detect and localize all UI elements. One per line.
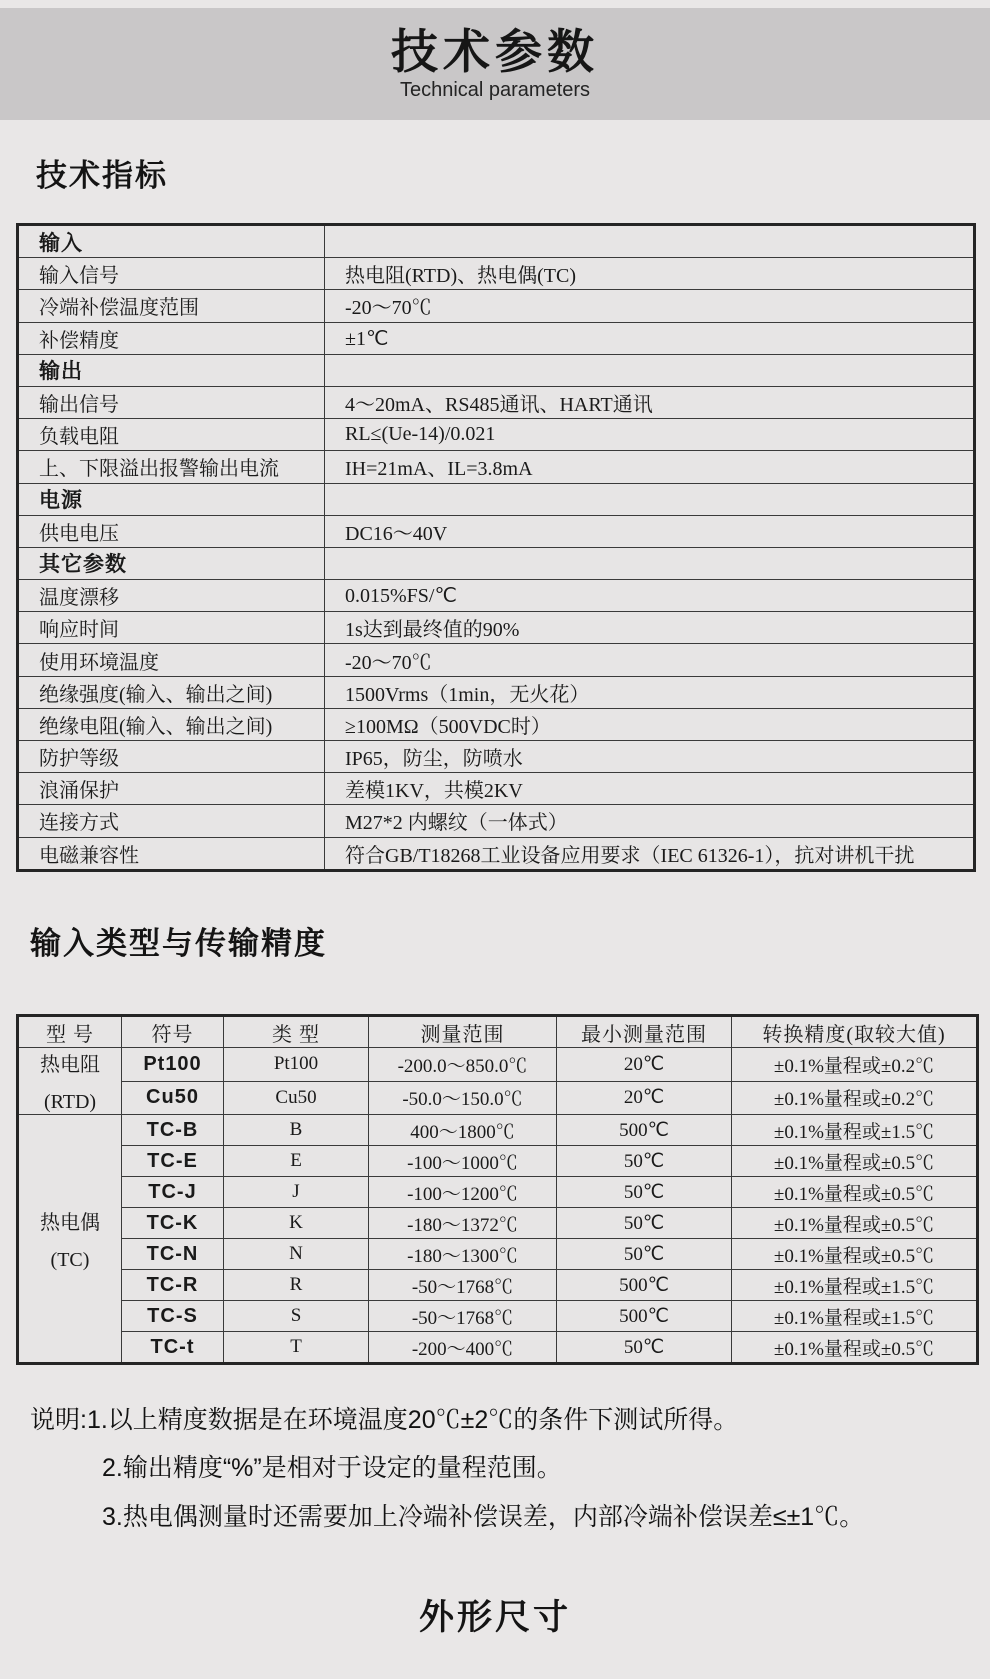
spec-value: 1500Vrms（1min，无火花） bbox=[325, 676, 975, 708]
note-line-1 bbox=[30, 1405, 960, 1436]
cell-min-range: 500℃ bbox=[557, 1270, 732, 1301]
spec-row bbox=[18, 322, 975, 354]
spec-value: RL≤(Ue-14)/0.021 bbox=[325, 419, 975, 451]
cell-range: -50～1768℃ bbox=[369, 1301, 557, 1332]
note-text-1: 1.以上精度数据是在环境温度20℃±2℃的条件下测试所得。 bbox=[86, 1406, 739, 1434]
spec-value: 符合GB/T18268工业设备应用要求（IEC 61326-1），抗对讲机干扰 bbox=[325, 837, 975, 870]
spec-row bbox=[18, 708, 975, 740]
col-header-symbol: 符号 bbox=[122, 1016, 224, 1048]
spec-row bbox=[18, 515, 975, 547]
section-title-dimensions: 外形尺寸 bbox=[418, 1598, 571, 1637]
spec-value bbox=[325, 354, 975, 386]
cell-min-range: 500℃ bbox=[557, 1115, 732, 1146]
spec-row bbox=[18, 386, 975, 418]
col-header-model: 型 号 bbox=[18, 1016, 122, 1048]
spec-row bbox=[18, 805, 975, 837]
spec-value: 4～20mA、RS485通讯、HART通讯 bbox=[325, 386, 975, 418]
spec-label: 防护等级 bbox=[18, 741, 325, 773]
note-prefix: 说明: bbox=[30, 1406, 87, 1434]
col-header-range: 测量范围 bbox=[369, 1016, 557, 1048]
type-row bbox=[18, 1332, 978, 1364]
cell-min-range: 50℃ bbox=[557, 1208, 732, 1239]
group-label-rtd bbox=[18, 1048, 122, 1115]
group-label-tc bbox=[18, 1115, 122, 1364]
spec-label: 响应时间 bbox=[18, 612, 325, 644]
cell-accuracy: ±0.1%量程或±0.5℃ bbox=[732, 1239, 978, 1270]
group-label-main: 热电阻 bbox=[40, 1054, 100, 1076]
spec-row bbox=[18, 741, 975, 773]
cell-accuracy: ±0.1%量程或±0.5℃ bbox=[732, 1177, 978, 1208]
spec-label: 绝缘强度(输入、输出之间) bbox=[18, 676, 325, 708]
spec-value: -20～70℃ bbox=[325, 290, 975, 322]
cell-symbol: TC-K bbox=[122, 1208, 224, 1239]
page-subtitle: Technical parameters bbox=[399, 79, 591, 102]
section-title-spec: 技术指标 bbox=[36, 158, 168, 193]
spec-value: IH=21mA、IL=3.8mA bbox=[325, 451, 975, 483]
note-line-3 bbox=[30, 1502, 960, 1533]
spec-value: 0.015%FS/℃ bbox=[325, 580, 975, 612]
spec-value: DC16～40V bbox=[325, 515, 975, 547]
cell-min-range: 50℃ bbox=[557, 1332, 732, 1364]
cell-symbol: Pt100 bbox=[122, 1048, 224, 1082]
cell-symbol: TC-t bbox=[122, 1332, 224, 1364]
type-row bbox=[18, 1081, 978, 1115]
cell-min-range: 50℃ bbox=[557, 1177, 732, 1208]
spec-value: M27*2 内螺纹（一体式） bbox=[325, 805, 975, 837]
cell-range: -50～1768℃ bbox=[369, 1270, 557, 1301]
spec-row bbox=[18, 419, 975, 451]
group-label-main: 热电偶 bbox=[40, 1211, 100, 1234]
spec-value bbox=[325, 225, 975, 258]
cell-accuracy: ±0.1%量程或±0.2℃ bbox=[732, 1048, 978, 1082]
spec-row bbox=[18, 644, 975, 676]
cell-symbol: Cu50 bbox=[122, 1081, 224, 1115]
spec-value bbox=[325, 483, 975, 515]
spec-label: 输入 bbox=[18, 225, 325, 258]
spec-label: 补偿精度 bbox=[18, 322, 325, 354]
cell-min-range: 50℃ bbox=[557, 1239, 732, 1270]
cell-type: Cu50 bbox=[224, 1081, 369, 1115]
cell-type: E bbox=[224, 1146, 369, 1177]
page-title: 技术参数 bbox=[391, 24, 599, 78]
cell-type: J bbox=[224, 1177, 369, 1208]
cell-range: -100～1000℃ bbox=[369, 1146, 557, 1177]
spec-label: 上、下限溢出报警输出电流 bbox=[18, 451, 325, 483]
spec-label: 输出信号 bbox=[18, 386, 325, 418]
spec-label: 冷端补偿温度范围 bbox=[18, 290, 325, 322]
cell-range: -100～1200℃ bbox=[369, 1177, 557, 1208]
spec-label: 供电电压 bbox=[18, 515, 325, 547]
cell-accuracy: ±0.1%量程或±0.5℃ bbox=[732, 1332, 978, 1364]
cell-type: K bbox=[224, 1208, 369, 1239]
cell-range: 400～1800℃ bbox=[369, 1115, 557, 1146]
type-row bbox=[18, 1208, 978, 1239]
note-text-3: 3.热电偶测量时还需要加上冷端补偿误差，内部冷端补偿误差≤±1℃。 bbox=[102, 1502, 865, 1531]
cell-symbol: TC-B bbox=[122, 1115, 224, 1146]
cell-range: -200.0～850.0℃ bbox=[369, 1048, 557, 1082]
cell-accuracy: ±0.1%量程或±1.5℃ bbox=[732, 1301, 978, 1332]
spec-value: ≥100MΩ（500VDC时） bbox=[325, 708, 975, 740]
spec-label: 温度漂移 bbox=[18, 580, 325, 612]
spec-label: 绝缘电阻(输入、输出之间) bbox=[18, 708, 325, 740]
spec-value: ±1℃ bbox=[325, 322, 975, 354]
group-label-sub: (RTD) bbox=[43, 1091, 97, 1113]
cell-min-range: 50℃ bbox=[557, 1146, 732, 1177]
cell-type: T bbox=[224, 1332, 369, 1364]
type-row bbox=[18, 1048, 978, 1082]
page-banner bbox=[0, 8, 990, 120]
spec-label: 其它参数 bbox=[18, 547, 325, 579]
type-row bbox=[18, 1146, 978, 1177]
spec-label: 使用环境温度 bbox=[18, 644, 325, 676]
cell-min-range: 500℃ bbox=[557, 1301, 732, 1332]
cell-type: R bbox=[224, 1270, 369, 1301]
spec-row-group-output bbox=[18, 354, 975, 386]
cell-range: -180～1372℃ bbox=[369, 1208, 557, 1239]
note-line-2 bbox=[30, 1453, 960, 1484]
cell-accuracy: ±0.1%量程或±0.5℃ bbox=[732, 1146, 978, 1177]
spec-row bbox=[18, 676, 975, 708]
spec-label: 浪涌保护 bbox=[18, 773, 325, 805]
col-header-accuracy: 转换精度(取较大值) bbox=[732, 1016, 978, 1048]
spec-table bbox=[16, 223, 976, 872]
spec-label: 连接方式 bbox=[18, 805, 325, 837]
cell-range: -50.0～150.0℃ bbox=[369, 1081, 557, 1115]
spec-label: 电源 bbox=[18, 483, 325, 515]
type-table bbox=[16, 1014, 979, 1365]
cell-min-range: 20℃ bbox=[557, 1048, 732, 1082]
spec-value: IP65，防尘，防喷水 bbox=[325, 741, 975, 773]
col-header-type: 类 型 bbox=[224, 1016, 369, 1048]
type-row bbox=[18, 1177, 978, 1208]
group-label-sub: (TC) bbox=[50, 1248, 90, 1271]
spec-value: 热电阻(RTD)、热电偶(TC) bbox=[325, 258, 975, 290]
section-title-input-types: 输入类型与传输精度 bbox=[30, 926, 327, 961]
spec-row bbox=[18, 290, 975, 322]
cell-symbol: TC-N bbox=[122, 1239, 224, 1270]
type-row bbox=[18, 1270, 978, 1301]
cell-range: -180～1300℃ bbox=[369, 1239, 557, 1270]
spec-row bbox=[18, 837, 975, 870]
cell-min-range: 20℃ bbox=[557, 1081, 732, 1115]
spec-row bbox=[18, 580, 975, 612]
notes-block bbox=[30, 1405, 960, 1550]
spec-value: 1s达到最终值的90% bbox=[325, 612, 975, 644]
cell-accuracy: ±0.1%量程或±1.5℃ bbox=[732, 1270, 978, 1301]
type-row bbox=[18, 1239, 978, 1270]
spec-value: 差模1KV，共模2KV bbox=[325, 773, 975, 805]
spec-row-group-input bbox=[18, 225, 975, 258]
cell-accuracy: ±0.1%量程或±1.5℃ bbox=[732, 1115, 978, 1146]
spec-label: 输入信号 bbox=[18, 258, 325, 290]
cell-accuracy: ±0.1%量程或±0.2℃ bbox=[732, 1081, 978, 1115]
cell-range: -200～400℃ bbox=[369, 1332, 557, 1364]
spec-value bbox=[325, 547, 975, 579]
col-header-min-range: 最小测量范围 bbox=[557, 1016, 732, 1048]
spec-label: 负载电阻 bbox=[18, 419, 325, 451]
spec-label: 输出 bbox=[18, 354, 325, 386]
spec-row bbox=[18, 451, 975, 483]
spec-value: -20～70℃ bbox=[325, 644, 975, 676]
note-text-2: 2.输出精度“%”是相对于设定的量程范围。 bbox=[102, 1454, 562, 1483]
cell-type: Pt100 bbox=[224, 1048, 369, 1082]
spec-row bbox=[18, 258, 975, 290]
type-table-header-row bbox=[18, 1016, 978, 1048]
type-row bbox=[18, 1301, 978, 1332]
cell-symbol: TC-J bbox=[122, 1177, 224, 1208]
cell-symbol: TC-E bbox=[122, 1146, 224, 1177]
spec-label: 电磁兼容性 bbox=[18, 837, 325, 870]
cell-accuracy: ±0.1%量程或±0.5℃ bbox=[732, 1208, 978, 1239]
type-row bbox=[18, 1115, 978, 1146]
cell-type: N bbox=[224, 1239, 369, 1270]
cell-symbol: TC-S bbox=[122, 1301, 224, 1332]
cell-type: B bbox=[224, 1115, 369, 1146]
cell-type: S bbox=[224, 1301, 369, 1332]
cell-symbol: TC-R bbox=[122, 1270, 224, 1301]
spec-row-group-power bbox=[18, 483, 975, 515]
spec-row bbox=[18, 612, 975, 644]
spec-row-group-other bbox=[18, 547, 975, 579]
spec-row bbox=[18, 773, 975, 805]
